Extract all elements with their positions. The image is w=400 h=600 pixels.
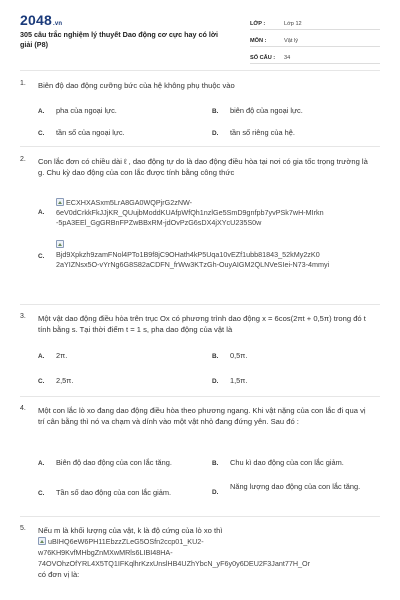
option-letter: B. [212, 108, 219, 115]
option-a[interactable] [38, 198, 378, 228]
option-text: 0,5π. [230, 351, 248, 360]
option-letter: A. [38, 353, 45, 360]
option-text: pha của ngoại lực. [56, 106, 117, 115]
option-c[interactable] [38, 240, 378, 270]
image-alt-line: uBIHQ6eW6PH11EbzzZLeG5OSfn2ccp01_KU2- [38, 536, 373, 547]
divider [20, 304, 380, 305]
option-text: Biên độ dao động của con lắc tăng. [56, 458, 172, 467]
option-a[interactable] [38, 106, 117, 117]
question-text-tail: có đơn vị là: [38, 570, 80, 579]
broken-image-icon [38, 537, 46, 545]
question-number: 5. [20, 525, 26, 532]
page-title: 305 câu trắc nghiệm lý thuyết Dao động cơ cực hay có lời giải (P8) [20, 30, 218, 49]
divider [20, 516, 380, 517]
question-text [38, 525, 373, 580]
option-b[interactable] [212, 106, 303, 117]
option-text: tần số riêng của hệ. [230, 128, 295, 137]
meta-row-subject [250, 30, 380, 47]
meta-value: Lớp 12 [284, 21, 302, 27]
question-text: Con lắc đơn có chiều dài ℓ , dao động tự do là dao động điều hòa tại nơi có gia tốc trọng trường là g. Chu kỳ dao động của con lắc được tính bằng công thức [38, 157, 368, 177]
option-letter: A. [38, 460, 45, 467]
question-text: Một vật dao động điều hòa trên trục Ox có phương trình dao động x = 6cos(2πt + 0,5π) trong đó t tính bằng s. Tại thời điểm t = 1 s, pha dao động của vật là [38, 314, 366, 334]
option-text: tần số của ngoại lực. [56, 128, 125, 137]
option-text: Năng lượng dao động của con lắc tăng. [230, 482, 361, 491]
broken-image-icon [56, 198, 64, 206]
divider [20, 146, 380, 147]
option-b[interactable] [212, 458, 344, 469]
logo-suffix: .vn [52, 21, 63, 27]
meta-value: 34 [284, 55, 291, 61]
option-letter: D. [212, 130, 219, 137]
site-logo[interactable] [20, 12, 62, 28]
option-text: Chu kì dao động của con lắc giảm. [230, 458, 344, 467]
question-number: 2. [20, 156, 26, 163]
meta-key: LỚP : [250, 21, 266, 27]
option-letter: C. [38, 490, 45, 497]
image-alt-line: 6eV0dCrkkFkJJjKR_QUujbModdKUAfpWfQh1nzlGe5SmD9gnfpb7yvPSk7wH-MIrkn [56, 208, 324, 217]
image-alt-line: Bjd9Xpkzh9zamFNol4PTo1B9f8jC9OHath4kP5Uqa10vEZf1ubb81843_52kMy2zK0 [56, 250, 320, 259]
question-number: 4. [20, 405, 26, 412]
divider [20, 396, 380, 397]
meta-info [250, 13, 380, 64]
meta-key: MÔN : [250, 38, 267, 44]
option-text: 2,5π. [56, 376, 74, 385]
question-number: 1. [20, 80, 26, 87]
option-image-alt [56, 198, 376, 228]
option-c[interactable] [38, 376, 73, 387]
option-letter: D. [212, 378, 219, 385]
option-letter: B. [212, 460, 219, 467]
option-text: Tần số dao động của con lắc giảm. [56, 488, 172, 497]
image-alt-line: w76KH9KvfMHbgZnMXwMRls6LIBI48HA- [38, 548, 173, 557]
option-c[interactable] [38, 488, 171, 499]
image-alt-line: -5pA3EEl_GgGRBnFPZwBBxRM-jdOvPzG6sDX4jXYcU235S0w [56, 218, 262, 227]
option-text: biên độ của ngoại lực. [230, 106, 303, 115]
image-alt-line: 74OVOhzOfYRL4X5TQ1IFKqlhrKzxUnslHB4UZhYbcN_yF6y0y6DEU2F3Jant77H_Or [38, 559, 311, 568]
option-b[interactable] [212, 351, 247, 362]
option-d[interactable] [212, 482, 382, 498]
option-c[interactable] [38, 128, 125, 139]
option-a[interactable] [38, 458, 172, 469]
logo-text: 2048 [20, 12, 52, 28]
option-letter: B. [212, 353, 219, 360]
option-a[interactable] [38, 351, 67, 362]
meta-row-class [250, 13, 380, 30]
question-text: Một con lắc lò xo đang dao động điều hòa theo phương ngang. Khi vật nặng của con lắc đi qua vị trí cân bằng thì nó va chạm và dính vào một vật nhỏ đang đứng yên. Sau đó : [38, 406, 366, 426]
meta-row-count [250, 47, 380, 64]
option-text: 2π. [56, 351, 68, 360]
option-letter: D. [212, 489, 219, 496]
divider [20, 70, 380, 71]
option-letter: A. [38, 209, 45, 216]
option-letter: C. [38, 253, 45, 260]
question-text-line: Nếu m là khối lượng của vật, k là độ cứng của lò xo thì [38, 526, 223, 535]
image-alt-line: ECXHXASxm5LrA8GA0WQPjrG2zNW- [56, 198, 376, 208]
broken-image-icon [56, 240, 64, 248]
question-text: Biên độ dao động cưỡng bức của hệ không phụ thuộc vào [38, 81, 235, 90]
meta-value: Vật lý [284, 38, 298, 44]
page-header [0, 0, 400, 70]
image-alt-line: 2aYIZNsx5O-vYrNg6G8S82aCDFN_frWw3KTzGh-OuyAIGM2QLNVeSIei-N73-4mmyi [56, 260, 330, 269]
image-alt-line [56, 240, 376, 250]
meta-key: SỐ CÂU : [250, 55, 276, 61]
question-number: 3. [20, 313, 26, 320]
option-letter: C. [38, 378, 45, 385]
option-letter: A. [38, 108, 45, 115]
option-image-alt [56, 240, 376, 270]
option-d[interactable] [212, 128, 295, 139]
option-letter: C. [38, 130, 45, 137]
option-text: 1,5π. [230, 376, 248, 385]
option-d[interactable] [212, 376, 247, 387]
